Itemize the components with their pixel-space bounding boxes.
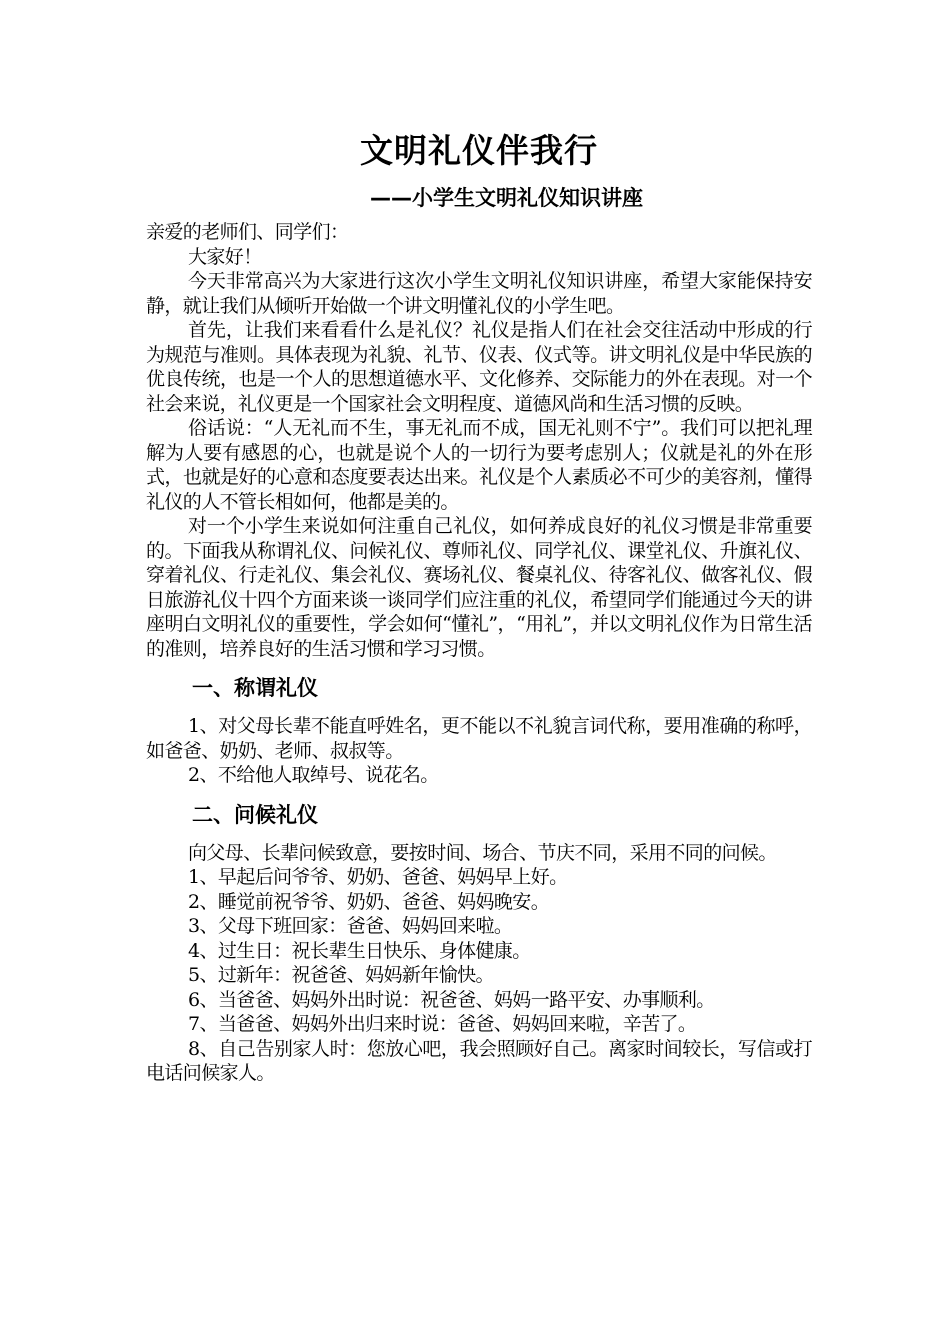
section-heading: 二、问候礼仪 <box>192 802 318 827</box>
list-item: 2、不给他人取绰号、说花名。 <box>188 764 439 786</box>
intro-paragraph: 今天非常高兴为大家进行这次小学生文明礼仪知识讲座，希望大家能保持安静，就让我们从倾听开始做一个讲文明懂礼仪的小学生吧。 <box>146 270 812 317</box>
intro-paragraph: 对一个小学生来说如何注重自己礼仪，如何养成良好的礼仪习惯是非常重要的。下面我从称谓礼仪、问候礼仪、尊师礼仪、同学礼仪、课堂礼仪、升旗礼仪、穿着礼仪、行走礼仪、集会礼仪、赛场礼仪、餐桌礼仪、待客礼仪、做客礼仪、假日旅游礼仪十四个方面来谈一谈同学们应注重的礼仪，希望同学们能通过今天的讲座明白文明礼仪的重要性，学会如何“懂礼”，“用礼”，并以文明礼仪作为日常生活的准则，培养良好的生活习惯和学习习惯。 <box>146 515 812 660</box>
intro-paragraph: 俗话说：“人无礼而不生，事无礼而不成，国无礼则不宁”。我们可以把礼理解为人要有感恩的心，也就是说个人的一切行为要考虑别人；仪就是礼的外在形式，也就是好的心意和态度要表达出来。礼仪是个人素质必不可少的美容剂，懂得礼仪的人不管长相如何，他都是美的。 <box>146 417 812 513</box>
list-item: 5、过新年：祝爸爸、妈妈新年愉快。 <box>188 964 494 986</box>
document-title: 文明礼仪伴我行 <box>360 131 598 170</box>
greeting: 大家好！ <box>188 245 262 268</box>
list-item: 2、睡觉前祝爷爷、奶奶、爸爸、妈妈晚安。 <box>188 890 550 913</box>
section-lead: 向父母、长辈问候致意，要按时间、场合、节庆不同，采用不同的问候。 <box>188 841 777 864</box>
list-item: 7、当爸爸、妈妈外出归来时说：爸爸、妈妈回来啦，辛苦了。 <box>188 1013 697 1035</box>
list-item: 8、自己告别家人时：您放心吧，我会照顾好自己。离家时间较长，写信或打电话问候家人。 <box>146 1037 812 1084</box>
salutation: 亲爱的老师们、同学们： <box>146 221 349 243</box>
section-heading: 一、称谓礼仪 <box>192 676 318 700</box>
list-item: 1、对父母长辈不能直呼姓名，更不能以不礼貌言词代称，要用准确的称呼，如爸爸、奶奶、老师、叔叔等。 <box>146 715 812 762</box>
document-body <box>146 220 812 1086</box>
document-subtitle: ——小学生文明礼仪知识讲座 <box>370 186 643 210</box>
intro-paragraph: 首先，让我们来看看什么是礼仪？礼仪是指人们在社会交往活动中形成的行为规范与准则。具体表现为礼貌、礼节、仪表、仪式等。讲文明礼仪是中华民族的优良传统，也是一个人的思想道德水平、文化修养、交际能力的外在表现。对一个社会来说，礼仪更是一个国家社会文明程度、道德风尚和生活习惯的反映。 <box>146 319 812 415</box>
list-item: 3、父母下班回家：爸爸、妈妈回来啦。 <box>188 915 513 937</box>
list-item: 6、当爸爸、妈妈外出时说：祝爸爸、妈妈一路平安、办事顺利。 <box>188 988 715 1011</box>
list-item: 4、过生日：祝长辈生日快乐、身体健康。 <box>188 939 531 962</box>
list-item: 1、早起后问爷爷、奶奶、爸爸、妈妈早上好。 <box>188 866 568 888</box>
